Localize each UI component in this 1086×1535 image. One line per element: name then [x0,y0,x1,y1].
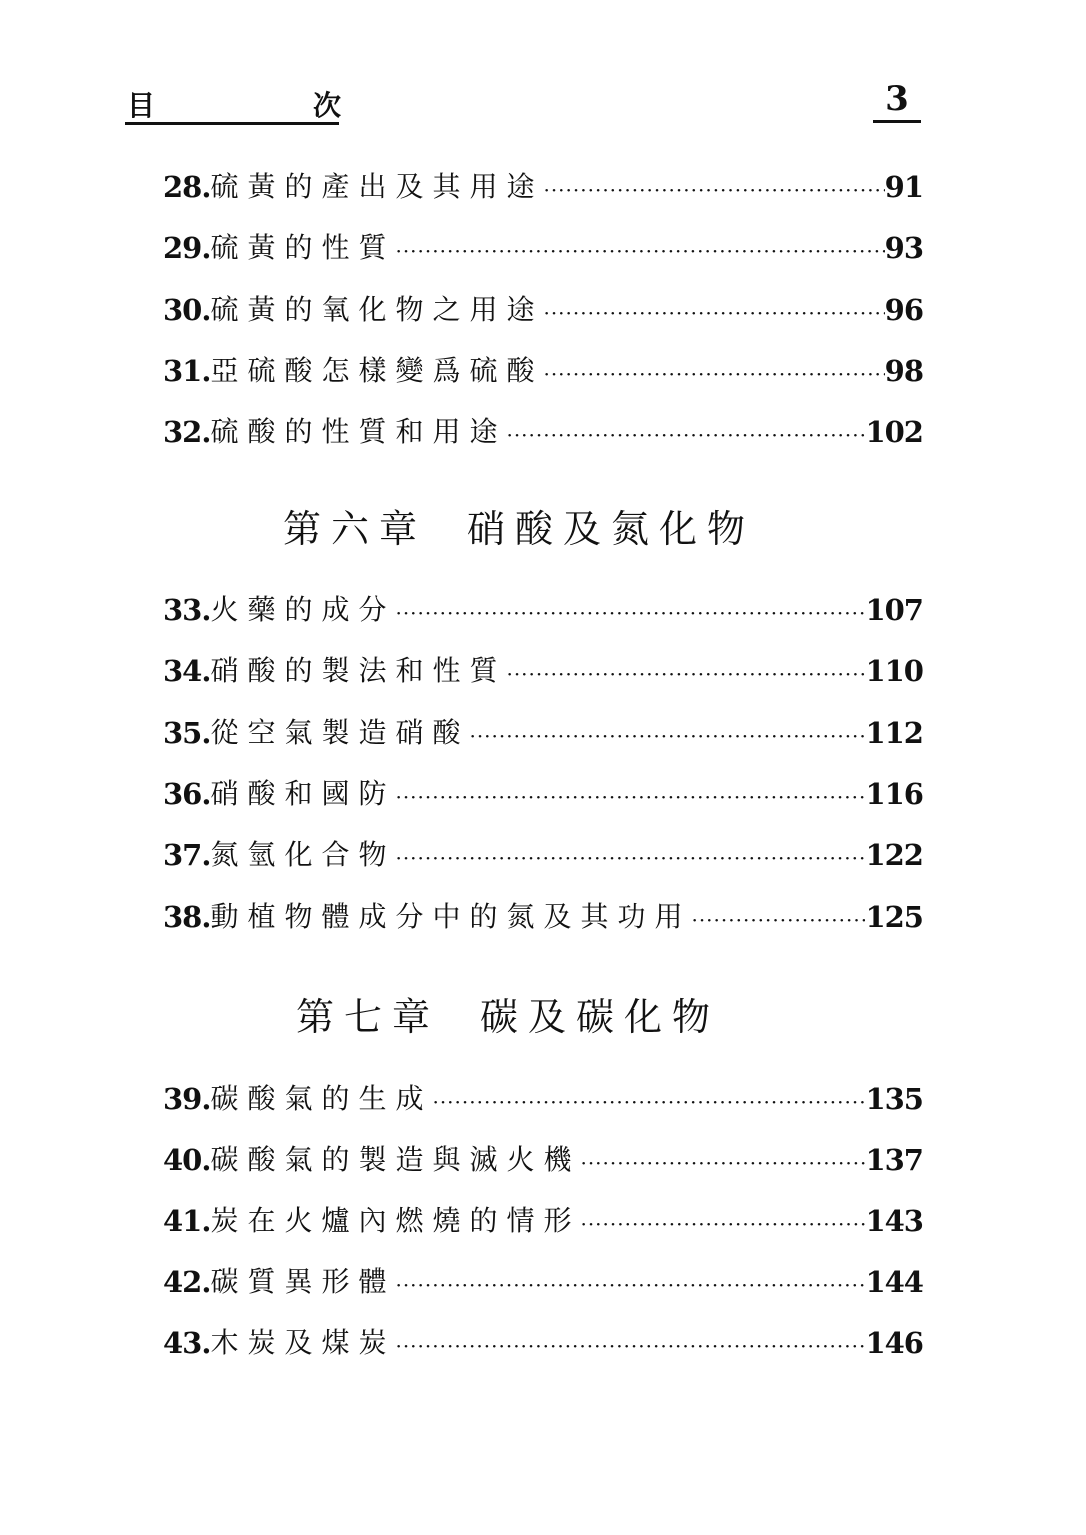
entry-number: 33. [163,593,211,627]
entry-page: 96 [884,293,923,327]
entry-title: 硫黃的產出及其用途 [210,170,544,203]
entry-page: 110 [865,654,923,688]
entry-page: 112 [865,716,923,750]
entry-number: 35. [163,716,211,750]
entry-page: 107 [865,593,923,627]
dot-leader [469,719,865,753]
dot-leader [543,357,884,391]
running-header [125,82,342,125]
chapter-label: 第七章 [296,995,441,1039]
chapter-heading [296,986,720,1041]
toc-entry[interactable] [163,228,923,268]
toc-entry[interactable] [163,1201,923,1241]
entry-title: 亞硫酸怎樣變爲硫酸 [210,354,544,387]
dot-leader [395,1268,865,1302]
entry-page: 102 [865,415,923,449]
toc-entry[interactable] [163,1079,923,1119]
entry-title: 氮氫化合物 [210,838,396,871]
entry-title: 硫黃的性質 [210,231,396,264]
entry-title: 硝酸的製法和性質 [210,654,507,687]
entry-number: 32. [163,415,211,449]
entry-number: 29. [163,231,211,265]
entry-number: 43. [163,1326,211,1360]
toc-entry[interactable] [163,351,923,391]
chapter-label: 第六章 [283,507,428,551]
toc-entry[interactable] [163,897,923,937]
toc-entry[interactable] [163,835,923,875]
dot-leader [395,1329,865,1363]
entry-page: 135 [865,1082,923,1116]
toc-entry[interactable] [163,1262,923,1302]
entry-title: 硫黃的氧化物之用途 [210,293,544,326]
toc-entry[interactable] [163,651,923,691]
toc-entry[interactable] [163,167,923,207]
entry-page: 125 [865,900,923,934]
header-char-1: 目 [127,89,156,122]
entry-page: 146 [865,1326,923,1360]
chapter-heading [283,498,755,553]
entry-title: 炭在火爐內燃燒的情形 [210,1204,581,1237]
dot-leader [580,1207,865,1241]
entry-number: 40. [163,1143,211,1177]
entry-title: 硝酸和國防 [210,777,396,810]
dot-leader [506,657,865,691]
entry-title: 碳質異形體 [210,1265,396,1298]
dot-leader [395,234,884,268]
entry-title: 碳酸氣的製造與滅火機 [210,1143,581,1176]
entry-title: 動植物體成分中的氮及其功用 [210,900,692,933]
entry-title: 從空氣製造硝酸 [210,716,470,749]
toc-entry[interactable] [163,774,923,814]
dot-leader [580,1146,865,1180]
entry-page: 93 [884,231,923,265]
dot-leader [395,780,865,814]
entry-title: 硫酸的性質和用途 [210,415,507,448]
page-number: 3 [873,78,921,123]
entry-number: 37. [163,838,211,872]
dot-leader [543,296,884,330]
chapter-title: 碳及碳化物 [480,995,721,1039]
toc-entry[interactable] [163,290,923,330]
entry-number: 42. [163,1265,211,1299]
entry-title: 碳酸氣的生成 [210,1082,433,1115]
entry-page: 91 [884,170,923,204]
dot-leader [543,173,884,207]
toc-entry[interactable] [163,412,923,452]
dot-leader [432,1085,865,1119]
entry-title: 火藥的成分 [210,593,396,626]
entry-page: 122 [865,838,923,872]
entry-number: 41. [163,1204,211,1238]
header-char-2: 次 [313,89,342,122]
entry-title: 木炭及煤炭 [210,1326,396,1359]
chapter-title: 硝酸及氮化物 [467,507,756,551]
entry-page: 98 [884,354,923,388]
dot-leader [395,596,865,630]
dot-leader [395,841,865,875]
entry-number: 34. [163,654,211,688]
entry-page: 137 [865,1143,923,1177]
dot-leader [691,903,865,937]
entry-number: 36. [163,777,211,811]
dot-leader [506,418,865,452]
entry-page: 116 [865,777,923,811]
entry-number: 38. [163,900,211,934]
toc-entry[interactable] [163,713,923,753]
entry-number: 30. [163,293,211,327]
entry-number: 31. [163,354,211,388]
entry-number: 28. [163,170,211,204]
toc-entry[interactable] [163,1323,923,1363]
entry-page: 144 [865,1265,923,1299]
entry-number: 39. [163,1082,211,1116]
toc-entry[interactable] [163,590,923,630]
toc-entry[interactable] [163,1140,923,1180]
entry-page: 143 [865,1204,923,1238]
